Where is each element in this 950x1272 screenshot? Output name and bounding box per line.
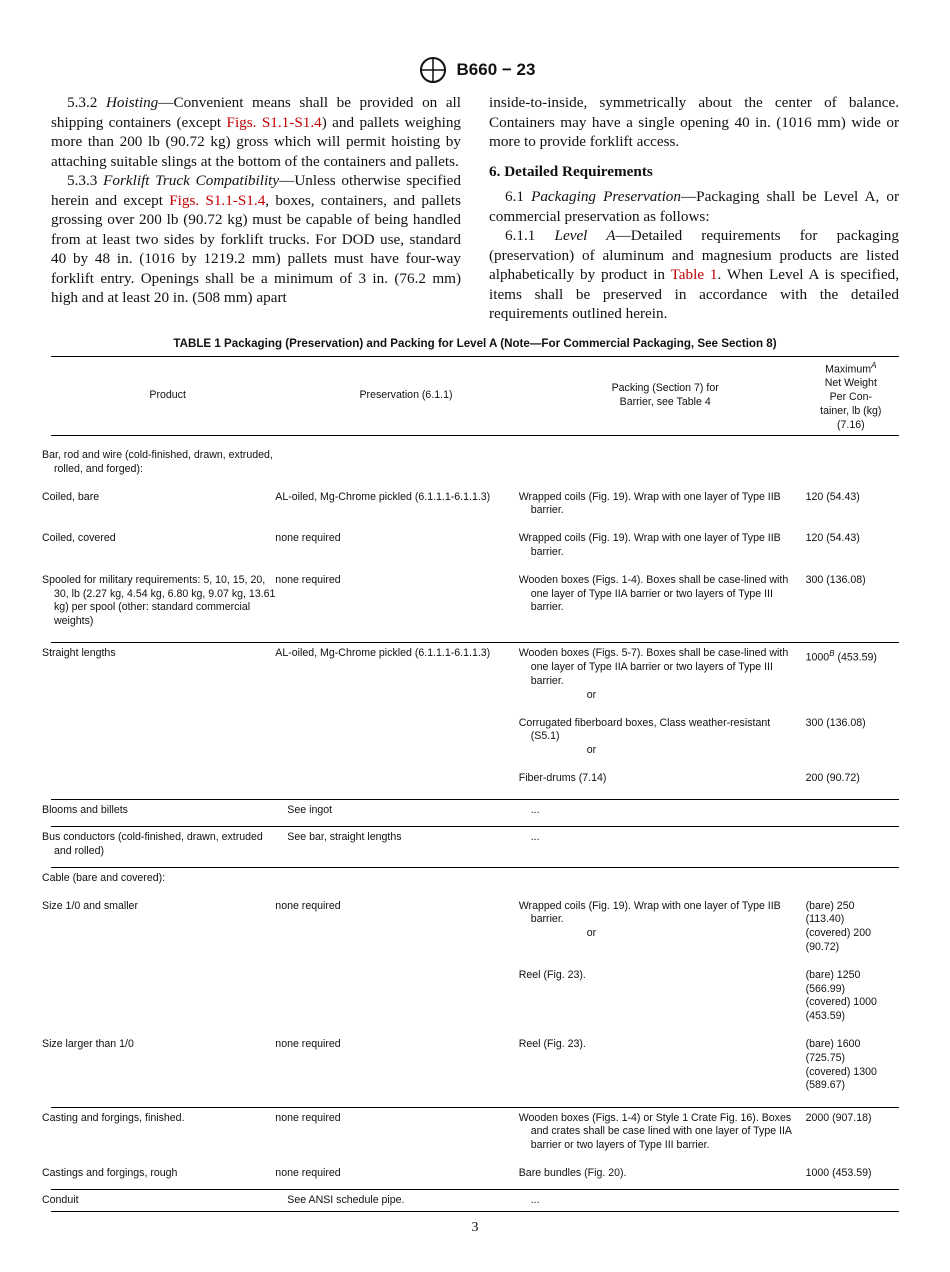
para-5-3-3: 5.3.3 Forklift Truck Compatibility—Unless otherwise specified herein and except Figs. S1.1-S1.4, boxes, containers, and pallets grossing over 200 lb (90.72 kg) must be capable of being handled from at least two sides by forklift trucks. For DOD use, standard 40 by 48 in. (1016 by 1219.2 mm) pallets must have four-way forklift entry. Openings shall be a minimum of 3 in. (76.2 mm) high and at least 20 in. (508 mm) apart bbox=[51, 172, 462, 306]
page-number: 3 bbox=[471, 1220, 479, 1235]
header-packing: Packing (Section 7) for Barrier, see Table 4 bbox=[528, 357, 803, 436]
header-preservation: Preservation (6.1.1) bbox=[284, 357, 527, 436]
table-row: Spooled for military requirements: 5, 10, 15, 20, 30, lb (2.27 kg, 4.54 kg, 6.80 kg, 9.07 kg, 13.61 kg) per spool (other: standard commercial weights) none required Wooden boxes (Figs. 1-4). Boxes shall be case-lined with one layer of Type IIA barrier or two layers of Type III barrier. 300 (136.08) bbox=[42, 573, 866, 628]
table-row: Size 1/0 and smaller none required Wrapped coils (Fig. 19). Wrap with one layer of Type IIB barrier. or (bare) 250 (113.40) (covered) 200 (90.72) bbox=[42, 899, 871, 953]
para-6-1: 6.1 Packaging Preservation—Packaging shall be Level A, or commercial preservation as follows: bbox=[489, 188, 899, 225]
table-caption: TABLE 1 Packaging (Preservation) and Packing for Level A (Note—For Commercial Packaging, See Section 8) bbox=[173, 337, 777, 350]
header-max-weight: Maximum$^A$ Net Weight Per Con- tainer, lb (kg) (7.16) bbox=[803, 357, 899, 436]
figs-link[interactable]: Figs. S1.1-S1.4 bbox=[169, 191, 266, 209]
figs-link[interactable]: Figs. S1.1-S1.4 bbox=[226, 113, 322, 131]
table-row: Coiled, covered none required Wrapped coils (Fig. 19). Wrap with one layer of Type IIB barrier. 120 (54.43) bbox=[42, 532, 860, 558]
header-product: Product bbox=[51, 357, 284, 436]
para-6-1-1: 6.1.1 Level A—Detailed requirements for packaging (preservation) of aluminum and magnesium products are listed alphabetically by product in Table 1. When Level A is specified, items shall be preserved in accordance with the detailed requirements outlined herein. bbox=[489, 227, 900, 322]
para-5-3-2: 5.3.2 Hoisting—Convenient means shall be provided on all shipping containers (except Figs. S1.1-S1.4) and pallets weighing more than 200 lb (90.72 kg) gross which will permit hoisting by attaching suitable slings at the bottom of the containers and pallets. bbox=[51, 94, 462, 170]
table-row: Straight lengths AL-oiled, Mg-Chrome pickled (6.1.1.1-6.1.1.3) Wooden boxes (Figs. 5-7). Boxes shall be case-lined with one layer of Type IIA barrier or two layers of Type III barrier. or $1000^B$ (453.59) bbox=[51, 643, 899, 703]
table-header-row bbox=[51, 357, 899, 436]
table-row: Reel (Fig. 23). (bare) 1250 (566.99) (covered) 1000 (453.59) bbox=[518, 968, 877, 1023]
para-continuation: inside-to-inside, symmetrically about the center of balance. Containers may have a single opening 40 in. (1016 mm) wide or more to provide forklift access. bbox=[489, 94, 899, 150]
table-row: Bar, rod and wire (cold-finished, drawn, extruded, rolled, and forged): bbox=[42, 449, 273, 475]
table-row: Cable (bare and covered): bbox=[51, 867, 899, 885]
table-row: Size larger than 1/0 none required Reel (Fig. 23). (bare) 1600 (725.75) (covered) 1300 (589.67) bbox=[42, 1037, 877, 1092]
right-column bbox=[489, 93, 899, 324]
packaging-table bbox=[42, 356, 899, 1212]
table-row: Casting and forgings, finished. none required Wooden boxes (Figs. 1-4) or Style 1 Crate Fig. 16). Boxes and crates shall be case lined with one layer of Type IIA barrier or two layers of Type III barrier. 2000 (907.18) bbox=[51, 1107, 899, 1153]
table-row: Fiber-drums (7.14) 200 (90.72) bbox=[518, 772, 860, 785]
page-header bbox=[0, 56, 950, 84]
table-row: Coiled, bare AL-oiled, Mg-Chrome pickled (6.1.1.1-6.1.1.3) Wrapped coils (Fig. 19). Wrap with one layer of Type IIB barrier. 120 (54.43) bbox=[42, 490, 860, 517]
section-heading: 6. Detailed Requirements bbox=[489, 162, 653, 180]
table-row: Blooms and billets See ingot ... bbox=[51, 800, 899, 827]
table-row: Bus conductors (cold-finished, drawn, extruded and rolled) See bar, straight lengths ... bbox=[51, 827, 899, 868]
standard-designation: B660 − 23 bbox=[456, 60, 536, 79]
left-column bbox=[51, 93, 461, 308]
table-row: Castings and forgings, rough none required Bare bundles (Fig. 20). 1000 (453.59) bbox=[42, 1167, 872, 1179]
astm-logo-icon bbox=[415, 56, 451, 84]
table-row: Conduit See ANSI schedule pipe. ... bbox=[51, 1189, 899, 1211]
table-row: Corrugated fiberboard boxes, Class weather-resistant (S5.1) or 300 (136.08) bbox=[518, 716, 866, 757]
table-1-link[interactable]: Table 1 bbox=[670, 266, 718, 283]
